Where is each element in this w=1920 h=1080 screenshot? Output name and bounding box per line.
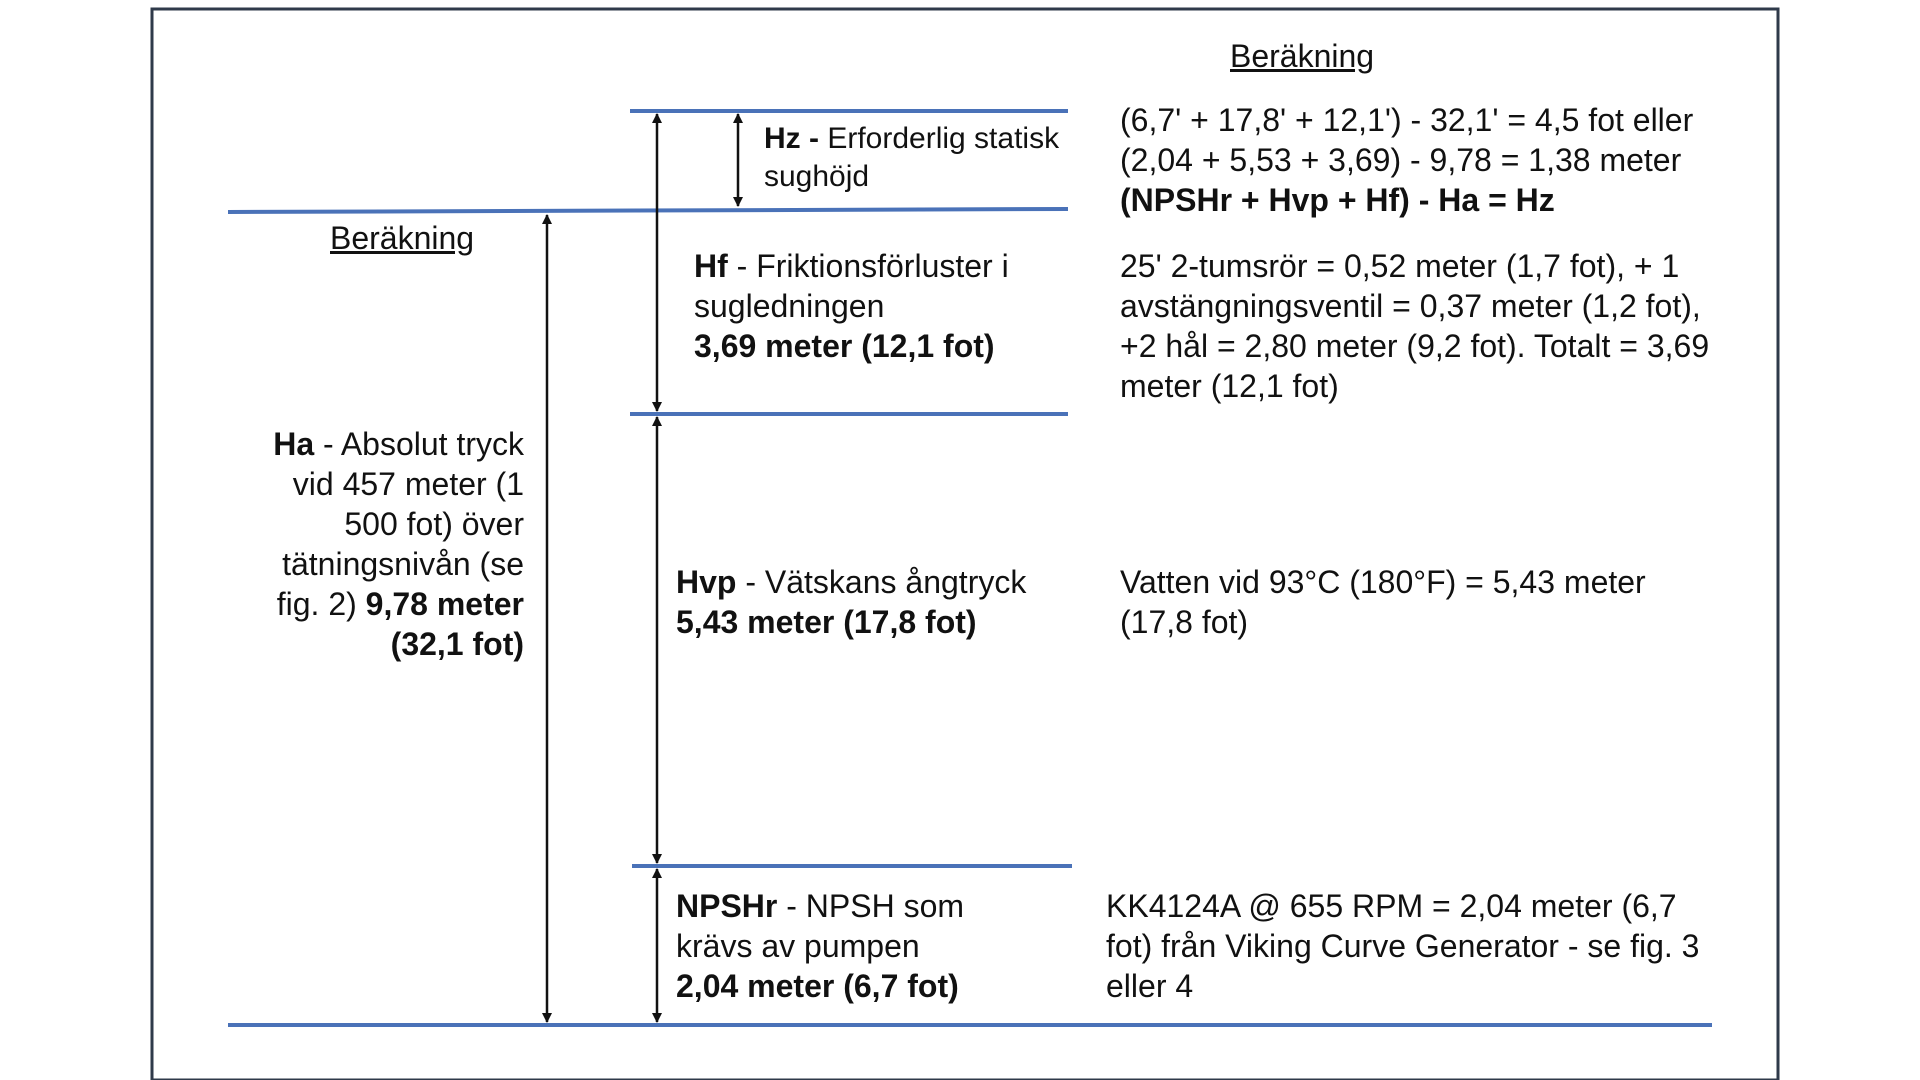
ha-label-line4: tätningsnivån (se xyxy=(282,546,524,582)
ha-label-line1: - Absolut tryck xyxy=(314,426,524,462)
ha-label-line2: vid 457 meter (1 xyxy=(292,466,524,502)
ha-value-part1: 9,78 meter xyxy=(365,586,524,622)
npshr-calculation xyxy=(1106,886,1699,1006)
hz-formula: (NPSHr + Hvp + Hf) - Ha = Hz xyxy=(1120,182,1555,218)
level-line-ha-top xyxy=(228,209,1068,212)
calculation-header-left: Beräkning xyxy=(330,220,475,256)
hf-label-text2: sugledningen xyxy=(694,288,885,324)
ha-value-part2: (32,1 fot) xyxy=(390,626,524,662)
ha-symbol: Ha xyxy=(273,426,315,462)
hvp-symbol: Hvp xyxy=(676,564,737,600)
ha-label-line5: fig. 2) xyxy=(276,586,366,622)
npshr-value: 2,04 meter (6,7 fot) xyxy=(676,968,959,1004)
hz-calculation xyxy=(1120,100,1693,220)
hz-label-text2: sughöjd xyxy=(764,160,870,193)
hf-symbol: Hf xyxy=(694,248,728,284)
npshr-label xyxy=(676,886,964,1006)
hf-calc-line1: 25' 2-tumsrör = 0,52 meter (1,7 fot), + 1 xyxy=(1120,248,1680,284)
hf-calc-line4: meter (12,1 fot) xyxy=(1120,368,1339,404)
npshr-label-text: - NPSH som xyxy=(777,888,965,924)
hvp-value: 5,43 meter (17,8 fot) xyxy=(676,604,977,640)
hz-calc-line1: (6,7' + 17,8' + 12,1') - 32,1' = 4,5 fot eller xyxy=(1120,102,1694,138)
hz-label xyxy=(764,120,1059,196)
hz-label-text: Erforderlig statisk xyxy=(819,122,1060,155)
hf-calculation xyxy=(1120,246,1709,406)
hf-value: 3,69 meter (12,1 fot) xyxy=(694,328,995,364)
npshr-calc-line3: eller 4 xyxy=(1106,968,1194,1004)
hf-calc-line3: +2 hål = 2,80 meter (9,2 fot). Totalt = 3,69 xyxy=(1120,328,1710,364)
calculation-header-right: Beräkning xyxy=(1230,38,1375,74)
hvp-label xyxy=(676,562,1026,642)
hvp-calculation xyxy=(1120,562,1646,642)
npshr-label-text2: krävs av pumpen xyxy=(676,928,920,964)
hf-label-text: - Friktionsförluster i xyxy=(727,248,1009,284)
ha-label xyxy=(220,424,524,664)
hf-calc-line2: avstängningsventil = 0,37 meter (1,2 fot), xyxy=(1120,288,1701,324)
ha-label-line3: 500 fot) över xyxy=(344,506,524,542)
npshr-calc-line2: fot) från Viking Curve Generator - se fig. 3 xyxy=(1106,928,1700,964)
hz-symbol: Hz - xyxy=(764,122,819,155)
hvp-label-text: - Vätskans ångtryck xyxy=(736,564,1027,600)
npshr-calc-line1: KK4124A @ 655 RPM = 2,04 meter (6,7 xyxy=(1106,888,1677,924)
hvp-calc-line2: (17,8 fot) xyxy=(1120,604,1249,640)
npshr-symbol: NPSHr xyxy=(676,888,778,924)
hz-calc-line2: (2,04 + 5,53 + 3,69) - 9,78 = 1,38 meter xyxy=(1120,142,1682,178)
hf-label xyxy=(694,246,1009,366)
hvp-calc-line1: Vatten vid 93°C (180°F) = 5,43 meter xyxy=(1120,564,1646,600)
